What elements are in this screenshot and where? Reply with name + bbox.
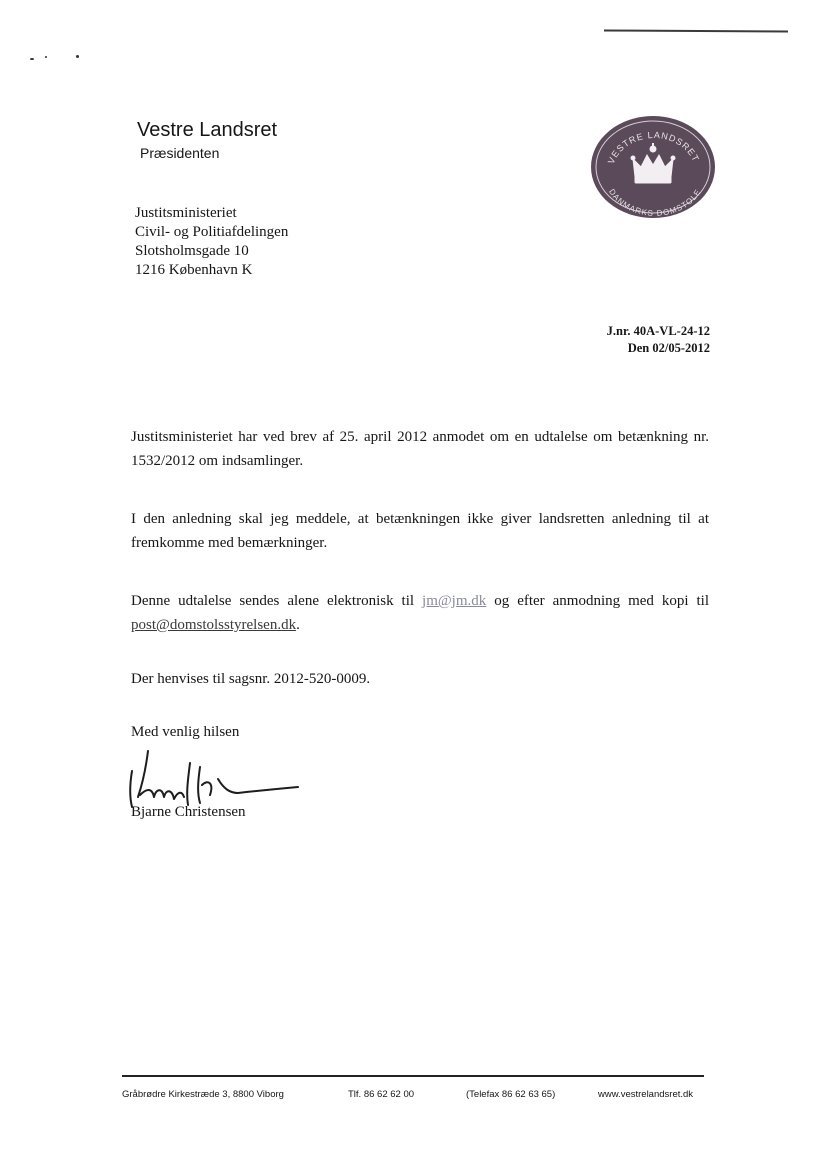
journal-number: J.nr. 40A-VL-24-12 bbox=[606, 324, 710, 338]
footer-website-link[interactable]: www.vestrelandsret.dk bbox=[598, 1089, 694, 1100]
recipient-line: Justitsministeriet bbox=[135, 205, 237, 221]
footer-phone: Tlf. 86 62 62 00 bbox=[348, 1089, 415, 1100]
body-paragraph-request: Justitsministeriet har ved brev af 25. april 2012 anmodet om en udtalelse om betænkning nr. 1532/2012 om indsamlinger. bbox=[131, 429, 709, 469]
footer-fax: (Telefax 86 62 63 65) bbox=[466, 1089, 556, 1100]
court-seal-icon bbox=[590, 115, 716, 220]
recipient-line: Civil- og Politiafdelingen bbox=[135, 224, 289, 240]
email-link-jm[interactable]: jm@jm.dk bbox=[422, 593, 487, 609]
recipient-line: 1216 København K bbox=[135, 262, 253, 278]
distribution-text: og efter anmodning med kopi til bbox=[486, 593, 710, 609]
court-name: Vestre Landsret bbox=[137, 119, 278, 141]
closing-greeting: Med venlig hilsen bbox=[131, 724, 240, 740]
signer-name: Bjarne Christensen bbox=[131, 804, 246, 820]
court-department: Præsidenten bbox=[140, 145, 220, 161]
scan-artifact-line bbox=[604, 30, 788, 33]
recipient-address bbox=[135, 204, 288, 280]
distribution-text: Denne udtalelse sendes alene elektronisk til bbox=[131, 593, 423, 609]
seal-text-top: VESTRE LANDSRET bbox=[605, 129, 702, 166]
reference-block bbox=[607, 323, 710, 356]
body-paragraph-case-reference: Der henvises til sagsnr. 2012-520-0009. bbox=[131, 671, 371, 687]
email-link-domstolsstyrelsen[interactable]: post@domstolsstyrelsen.dk bbox=[131, 617, 297, 633]
body-paragraph-distribution bbox=[131, 589, 709, 637]
recipient-line: Slotsholmsgade 10 bbox=[135, 243, 249, 259]
letter-date: Den 02/05-2012 bbox=[627, 340, 710, 355]
scan-artifact-specks bbox=[28, 52, 88, 66]
footer-divider bbox=[122, 1075, 704, 1077]
footer-address: Gråbrødre Kirkestræde 3, 8800 Viborg bbox=[122, 1089, 284, 1100]
distribution-text: . bbox=[296, 617, 300, 633]
seal-text-bottom: DANMARKS DOMSTOLE bbox=[607, 187, 703, 218]
body-paragraph-response: I den anledning skal jeg meddele, at betænkningen ikke giver landsretten anledning til at fremkomme med bemærkninger. bbox=[131, 511, 709, 551]
